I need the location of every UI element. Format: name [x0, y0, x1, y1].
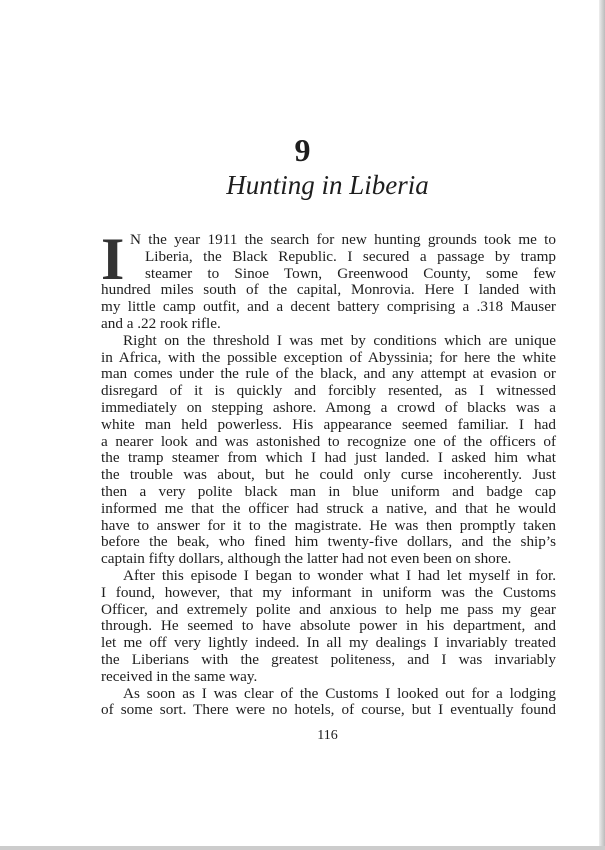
chapter-number: 9 [294, 132, 311, 168]
text-line: received in the same way. [101, 667, 258, 685]
text-line: and a .22 rook rifle. [101, 314, 221, 332]
text-line: in Africa, with the possible exception of Abyssinia; for here the white [101, 348, 556, 366]
text-line: Liberia, the Black Republic. I secured a passage by tramp [145, 247, 556, 265]
text-line: steamer to Sinoe Town, Greenwood County, some few [145, 264, 556, 282]
text-line: disregard of it is quickly and forcibly resented, as I witnessed [101, 382, 556, 400]
text-line: of some sort. There were no hotels, of course, but I eventually found [101, 701, 556, 719]
body-text [101, 226, 556, 719]
text-line: my little camp outfit, and a decent battery comprising a .318 Mauser [101, 298, 556, 316]
text-line: man comes under the rule of the black, and any attempt at evasion or [101, 365, 556, 383]
text-line: a nearer look and was astonished to recognize one of the officers of [101, 432, 556, 450]
text-line: Right on the threshold I was met by conditions which are unique [123, 331, 556, 349]
text-line: before the beak, who fined him twenty-five dollars, and the ship’s [101, 533, 556, 551]
text-line: N the year 1911 the search for new hunting grounds took me to [130, 231, 556, 248]
text-line: the trouble was about, but he could only curse incoherently. Just [101, 466, 556, 484]
scan-edge-right [599, 0, 605, 850]
text-line: informed me that the officer had struck a native, and that he would [101, 499, 556, 517]
text-line: I found, however, that my informant in uniform was the Customs [101, 583, 556, 601]
text-line: let me off very lightly indeed. In all my dealings I invariably treated [101, 634, 556, 652]
text-line: the tramp steamer from which I had just landed. I asked him what [101, 449, 556, 467]
text-line: through. He seemed to have absolute power in his department, and [101, 617, 556, 635]
text-line: the Liberians with the greatest politeness, and I was invariably [101, 650, 556, 668]
text-line: hundred miles south of the capital, Monrovia. Here I landed with [101, 281, 556, 299]
text-line: As soon as I was clear of the Customs I looked out for a lodging [123, 684, 556, 702]
scan-edge-bottom [0, 846, 605, 850]
text-line: white man held powerless. His appearance seemed familiar. I had [101, 415, 556, 433]
text-line: immediately on stepping ashore. Among a crowd of blacks was a [101, 398, 556, 416]
text-line: have to answer for it to the magistrate. He was then promptly taken [101, 516, 556, 534]
text-line: After this episode I began to wonder what I had let myself in for. [123, 566, 556, 584]
text-line: captain fifty dollars, although the latter had not even been on shore. [101, 550, 512, 568]
text-line: then a very polite black man in blue uniform and badge cap [101, 482, 556, 500]
drop-cap: I [101, 226, 125, 292]
text-line: Officer, and extremely polite and anxious to help me pass my gear [101, 600, 556, 618]
page-number: 116 [317, 728, 338, 743]
chapter-title: Hunting in Liberia [226, 170, 429, 200]
